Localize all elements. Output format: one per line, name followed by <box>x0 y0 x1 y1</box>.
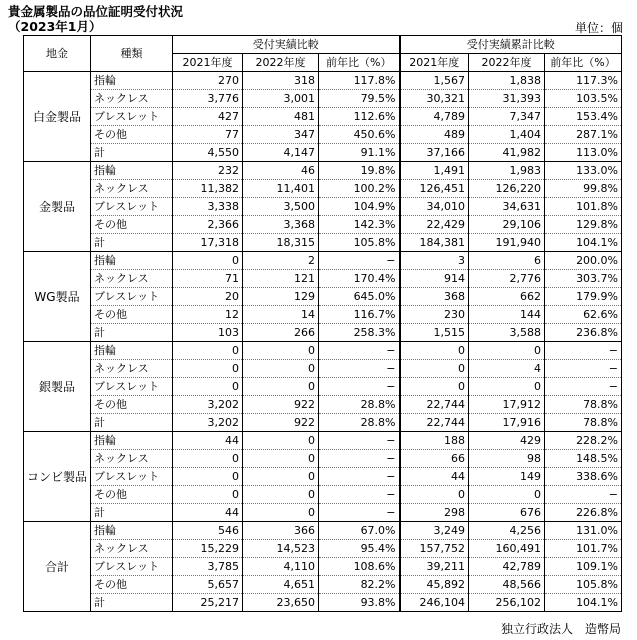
cumulative-2022-cell: 1,404 <box>469 126 545 144</box>
cumulative-2022-cell: 17,912 <box>469 396 545 414</box>
type-cell: 指輪 <box>91 342 173 360</box>
cumulative-ratio-cell: 101.7% <box>545 540 622 558</box>
page-title: 貴金属製品の品位証明受付状況 <box>8 4 184 19</box>
cumulative-2022-cell: 41,982 <box>469 144 545 162</box>
cumulative-2021-cell: 22,744 <box>400 414 469 432</box>
monthly-ratio-cell: − <box>319 450 400 468</box>
table-row <box>24 108 622 126</box>
cumulative-2022-cell: 31,393 <box>469 90 545 108</box>
cumulative-ratio-cell: 228.2% <box>545 432 622 450</box>
type-cell: 計 <box>91 504 173 522</box>
cumulative-2022-cell: 429 <box>469 432 545 450</box>
monthly-2022-cell: 0 <box>243 468 319 486</box>
table-row <box>24 342 622 360</box>
type-cell: 指輪 <box>91 72 173 90</box>
monthly-2021-cell: 546 <box>173 522 243 540</box>
cumulative-2021-cell: 246,104 <box>400 594 469 612</box>
table-row <box>24 432 622 450</box>
table-row <box>24 144 622 162</box>
table-row <box>24 378 622 396</box>
cumulative-2022-cell: 34,631 <box>469 198 545 216</box>
monthly-ratio-cell: 105.8% <box>319 234 400 252</box>
monthly-2021-cell: 3,785 <box>173 558 243 576</box>
monthly-ratio-cell: − <box>319 252 400 270</box>
monthly-2021-cell: 77 <box>173 126 243 144</box>
monthly-2022-cell: 0 <box>243 504 319 522</box>
monthly-2021-cell: 3,338 <box>173 198 243 216</box>
type-cell: 計 <box>91 144 173 162</box>
cumulative-2022-cell: 191,940 <box>469 234 545 252</box>
monthly-2021-cell: 71 <box>173 270 243 288</box>
cumulative-ratio-cell: 287.1% <box>545 126 622 144</box>
cumulative-ratio-cell: 62.6% <box>545 306 622 324</box>
header-cumulative-2021: 2021年度 <box>400 54 469 72</box>
monthly-2021-cell: 0 <box>173 360 243 378</box>
monthly-2022-cell: 481 <box>243 108 319 126</box>
cumulative-2021-cell: 157,752 <box>400 540 469 558</box>
cumulative-2022-cell: 256,102 <box>469 594 545 612</box>
monthly-ratio-cell: 95.4% <box>319 540 400 558</box>
cumulative-2021-cell: 1,567 <box>400 72 469 90</box>
unit-label: 単位：個 <box>574 21 623 35</box>
monthly-2022-cell: 0 <box>243 432 319 450</box>
monthly-2022-cell: 46 <box>243 162 319 180</box>
cumulative-2022-cell: 160,491 <box>469 540 545 558</box>
cumulative-ratio-cell: 78.8% <box>545 396 622 414</box>
table-row <box>24 216 622 234</box>
type-cell: 計 <box>91 414 173 432</box>
table-row <box>24 72 622 90</box>
cumulative-2022-cell: 149 <box>469 468 545 486</box>
table-row <box>24 90 622 108</box>
monthly-2022-cell: 347 <box>243 126 319 144</box>
cumulative-2022-cell: 42,789 <box>469 558 545 576</box>
monthly-2022-cell: 121 <box>243 270 319 288</box>
monthly-2021-cell: 4,550 <box>173 144 243 162</box>
cumulative-2022-cell: 0 <box>469 486 545 504</box>
table-row <box>24 288 622 306</box>
cumulative-2021-cell: 188 <box>400 432 469 450</box>
monthly-2021-cell: 0 <box>173 252 243 270</box>
monthly-ratio-cell: 91.1% <box>319 144 400 162</box>
monthly-2022-cell: 3,368 <box>243 216 319 234</box>
cumulative-2021-cell: 66 <box>400 450 469 468</box>
table-row <box>24 324 622 342</box>
type-cell: その他 <box>91 216 173 234</box>
monthly-ratio-cell: − <box>319 468 400 486</box>
monthly-2021-cell: 270 <box>173 72 243 90</box>
monthly-2022-cell: 23,650 <box>243 594 319 612</box>
cumulative-ratio-cell: 179.9% <box>545 288 622 306</box>
monthly-2021-cell: 15,229 <box>173 540 243 558</box>
cumulative-2022-cell: 662 <box>469 288 545 306</box>
table-row <box>24 414 622 432</box>
cumulative-2022-cell: 1,983 <box>469 162 545 180</box>
cumulative-2022-cell: 0 <box>469 378 545 396</box>
period-label: （2023年1月） <box>8 19 102 34</box>
cumulative-ratio-cell: 226.8% <box>545 504 622 522</box>
cumulative-ratio-cell: 117.3% <box>545 72 622 90</box>
cumulative-ratio-cell: 78.8% <box>545 414 622 432</box>
monthly-2022-cell: 2 <box>243 252 319 270</box>
cumulative-2021-cell: 126,451 <box>400 180 469 198</box>
monthly-2022-cell: 922 <box>243 396 319 414</box>
monthly-ratio-cell: − <box>319 378 400 396</box>
cumulative-2021-cell: 0 <box>400 378 469 396</box>
cumulative-ratio-cell: 104.1% <box>545 594 622 612</box>
monthly-ratio-cell: 67.0% <box>319 522 400 540</box>
cumulative-2021-cell: 230 <box>400 306 469 324</box>
cumulative-2022-cell: 144 <box>469 306 545 324</box>
type-cell: その他 <box>91 126 173 144</box>
monthly-2021-cell: 0 <box>173 468 243 486</box>
monthly-2021-cell: 12 <box>173 306 243 324</box>
monthly-ratio-cell: 170.4% <box>319 270 400 288</box>
cumulative-2021-cell: 1,491 <box>400 162 469 180</box>
header-cumulative-group: 受付実績累計比較 <box>400 36 622 54</box>
metal-label: 銀製品 <box>24 342 91 432</box>
monthly-2021-cell: 3,202 <box>173 414 243 432</box>
cumulative-ratio-cell: 105.8% <box>545 576 622 594</box>
cumulative-ratio-cell: 133.0% <box>545 162 622 180</box>
monthly-2021-cell: 3,202 <box>173 396 243 414</box>
header-region: 地金 <box>24 36 91 72</box>
monthly-2022-cell: 14,523 <box>243 540 319 558</box>
metal-label: 白金製品 <box>24 72 91 162</box>
cumulative-2021-cell: 34,010 <box>400 198 469 216</box>
type-cell: その他 <box>91 486 173 504</box>
metal-label: コンビ製品 <box>24 432 91 522</box>
cumulative-2022-cell: 6 <box>469 252 545 270</box>
header-monthly-group: 受付実績比較 <box>173 36 400 54</box>
type-cell: 指輪 <box>91 252 173 270</box>
table-row <box>24 234 622 252</box>
cumulative-2021-cell: 30,321 <box>400 90 469 108</box>
table-row <box>24 522 622 540</box>
table-row <box>24 594 622 612</box>
type-cell: その他 <box>91 576 173 594</box>
type-cell: ネックレス <box>91 360 173 378</box>
type-cell: ブレスレット <box>91 108 173 126</box>
type-cell: その他 <box>91 306 173 324</box>
type-cell: 指輪 <box>91 162 173 180</box>
monthly-2021-cell: 44 <box>173 504 243 522</box>
monthly-2022-cell: 366 <box>243 522 319 540</box>
type-cell: ブレスレット <box>91 468 173 486</box>
monthly-ratio-cell: − <box>319 486 400 504</box>
type-cell: 計 <box>91 234 173 252</box>
monthly-2022-cell: 0 <box>243 486 319 504</box>
monthly-ratio-cell: 79.5% <box>319 90 400 108</box>
cumulative-2022-cell: 126,220 <box>469 180 545 198</box>
cumulative-2022-cell: 3,588 <box>469 324 545 342</box>
table-row <box>24 306 622 324</box>
cumulative-ratio-cell: 338.6% <box>545 468 622 486</box>
cumulative-ratio-cell: 131.0% <box>545 522 622 540</box>
monthly-ratio-cell: 108.6% <box>319 558 400 576</box>
cumulative-2021-cell: 37,166 <box>400 144 469 162</box>
cumulative-ratio-cell: 200.0% <box>545 252 622 270</box>
cumulative-2021-cell: 3,249 <box>400 522 469 540</box>
cumulative-ratio-cell: 104.1% <box>545 234 622 252</box>
cumulative-2021-cell: 489 <box>400 126 469 144</box>
monthly-2022-cell: 266 <box>243 324 319 342</box>
type-cell: ブレスレット <box>91 558 173 576</box>
cumulative-ratio-cell: 101.8% <box>545 198 622 216</box>
cumulative-2021-cell: 22,744 <box>400 396 469 414</box>
monthly-2021-cell: 17,318 <box>173 234 243 252</box>
monthly-2022-cell: 0 <box>243 450 319 468</box>
cumulative-2021-cell: 914 <box>400 270 469 288</box>
header-monthly-ratio: 前年比（%） <box>319 54 400 72</box>
cumulative-2022-cell: 2,776 <box>469 270 545 288</box>
monthly-2022-cell: 0 <box>243 360 319 378</box>
cumulative-ratio-cell: − <box>545 378 622 396</box>
monthly-2021-cell: 0 <box>173 342 243 360</box>
monthly-2022-cell: 0 <box>243 342 319 360</box>
monthly-2022-cell: 3,500 <box>243 198 319 216</box>
monthly-ratio-cell: 450.6% <box>319 126 400 144</box>
cumulative-2021-cell: 298 <box>400 504 469 522</box>
monthly-ratio-cell: 19.8% <box>319 162 400 180</box>
cumulative-ratio-cell: − <box>545 486 622 504</box>
cumulative-2021-cell: 45,892 <box>400 576 469 594</box>
monthly-2021-cell: 11,382 <box>173 180 243 198</box>
cumulative-ratio-cell: 109.1% <box>545 558 622 576</box>
cumulative-2022-cell: 1,838 <box>469 72 545 90</box>
cumulative-2022-cell: 4,256 <box>469 522 545 540</box>
monthly-2021-cell: 25,217 <box>173 594 243 612</box>
monthly-ratio-cell: 116.7% <box>319 306 400 324</box>
cumulative-ratio-cell: − <box>545 360 622 378</box>
metal-label: 金製品 <box>24 162 91 252</box>
cumulative-2021-cell: 4,789 <box>400 108 469 126</box>
type-cell: ブレスレット <box>91 378 173 396</box>
header-monthly-2022: 2022年度 <box>243 54 319 72</box>
cumulative-2021-cell: 0 <box>400 486 469 504</box>
metal-label: 合計 <box>24 522 91 612</box>
cumulative-2022-cell: 676 <box>469 504 545 522</box>
type-cell: ネックレス <box>91 450 173 468</box>
monthly-ratio-cell: 117.8% <box>319 72 400 90</box>
cumulative-ratio-cell: 148.5% <box>545 450 622 468</box>
cumulative-2021-cell: 368 <box>400 288 469 306</box>
monthly-2021-cell: 5,657 <box>173 576 243 594</box>
monthly-ratio-cell: 93.8% <box>319 594 400 612</box>
table-row <box>24 540 622 558</box>
monthly-2021-cell: 427 <box>173 108 243 126</box>
monthly-ratio-cell: 100.2% <box>319 180 400 198</box>
table-row <box>24 468 622 486</box>
monthly-2021-cell: 0 <box>173 378 243 396</box>
monthly-ratio-cell: − <box>319 360 400 378</box>
table-row <box>24 396 622 414</box>
cumulative-2022-cell: 0 <box>469 342 545 360</box>
type-cell: ネックレス <box>91 180 173 198</box>
table-row <box>24 126 622 144</box>
cumulative-ratio-cell: 99.8% <box>545 180 622 198</box>
monthly-2021-cell: 44 <box>173 432 243 450</box>
cumulative-2021-cell: 1,515 <box>400 324 469 342</box>
monthly-2022-cell: 0 <box>243 378 319 396</box>
cumulative-ratio-cell: 103.5% <box>545 90 622 108</box>
cumulative-2022-cell: 17,916 <box>469 414 545 432</box>
type-cell: ブレスレット <box>91 288 173 306</box>
table-row <box>24 198 622 216</box>
table-row <box>24 576 622 594</box>
type-cell: 計 <box>91 324 173 342</box>
monthly-2022-cell: 3,001 <box>243 90 319 108</box>
table-row <box>24 360 622 378</box>
monthly-2021-cell: 0 <box>173 450 243 468</box>
monthly-2021-cell: 103 <box>173 324 243 342</box>
cumulative-2022-cell: 98 <box>469 450 545 468</box>
type-cell: ブレスレット <box>91 198 173 216</box>
monthly-2022-cell: 14 <box>243 306 319 324</box>
cumulative-ratio-cell: 153.4% <box>545 108 622 126</box>
type-cell: 計 <box>91 594 173 612</box>
table-row <box>24 450 622 468</box>
table-row <box>24 486 622 504</box>
cumulative-ratio-cell: − <box>545 342 622 360</box>
table-row <box>24 270 622 288</box>
monthly-ratio-cell: 112.6% <box>319 108 400 126</box>
monthly-2022-cell: 318 <box>243 72 319 90</box>
type-cell: ネックレス <box>91 270 173 288</box>
monthly-2021-cell: 2,366 <box>173 216 243 234</box>
monthly-ratio-cell: 258.3% <box>319 324 400 342</box>
monthly-2022-cell: 18,315 <box>243 234 319 252</box>
cumulative-2021-cell: 39,211 <box>400 558 469 576</box>
metal-label: WG製品 <box>24 252 91 342</box>
monthly-2022-cell: 11,401 <box>243 180 319 198</box>
monthly-ratio-cell: 28.8% <box>319 414 400 432</box>
cumulative-ratio-cell: 113.0% <box>545 144 622 162</box>
cumulative-2022-cell: 7,347 <box>469 108 545 126</box>
type-cell: その他 <box>91 396 173 414</box>
monthly-ratio-cell: − <box>319 432 400 450</box>
cumulative-2021-cell: 0 <box>400 342 469 360</box>
monthly-ratio-cell: − <box>319 504 400 522</box>
cumulative-2022-cell: 4 <box>469 360 545 378</box>
monthly-2021-cell: 232 <box>173 162 243 180</box>
monthly-ratio-cell: − <box>319 342 400 360</box>
cumulative-2021-cell: 3 <box>400 252 469 270</box>
cumulative-2022-cell: 48,566 <box>469 576 545 594</box>
certification-table <box>23 35 622 612</box>
header-type: 種類 <box>91 36 173 72</box>
cumulative-ratio-cell: 303.7% <box>545 270 622 288</box>
cumulative-ratio-cell: 129.8% <box>545 216 622 234</box>
type-cell: ネックレス <box>91 90 173 108</box>
monthly-ratio-cell: 645.0% <box>319 288 400 306</box>
issuer-label: 独立行政法人 造幣局 <box>500 622 621 636</box>
monthly-2022-cell: 922 <box>243 414 319 432</box>
header-cumulative-2022: 2022年度 <box>469 54 545 72</box>
cumulative-2021-cell: 184,381 <box>400 234 469 252</box>
table-body <box>24 72 622 612</box>
monthly-2022-cell: 4,651 <box>243 576 319 594</box>
monthly-ratio-cell: 142.3% <box>319 216 400 234</box>
table-row <box>24 558 622 576</box>
monthly-2022-cell: 4,147 <box>243 144 319 162</box>
monthly-2021-cell: 20 <box>173 288 243 306</box>
cumulative-2021-cell: 44 <box>400 468 469 486</box>
cumulative-2022-cell: 29,106 <box>469 216 545 234</box>
table-row <box>24 252 622 270</box>
monthly-2022-cell: 4,110 <box>243 558 319 576</box>
monthly-ratio-cell: 28.8% <box>319 396 400 414</box>
header-cumulative-ratio: 前年比（%） <box>545 54 622 72</box>
table-row <box>24 180 622 198</box>
monthly-ratio-cell: 82.2% <box>319 576 400 594</box>
type-cell: 指輪 <box>91 522 173 540</box>
table-row <box>24 504 622 522</box>
cumulative-2021-cell: 0 <box>400 360 469 378</box>
type-cell: ネックレス <box>91 540 173 558</box>
monthly-2021-cell: 3,776 <box>173 90 243 108</box>
cumulative-2021-cell: 22,429 <box>400 216 469 234</box>
header-monthly-2021: 2021年度 <box>173 54 243 72</box>
monthly-ratio-cell: 104.9% <box>319 198 400 216</box>
type-cell: 指輪 <box>91 432 173 450</box>
monthly-2022-cell: 129 <box>243 288 319 306</box>
cumulative-ratio-cell: 236.8% <box>545 324 622 342</box>
monthly-2021-cell: 0 <box>173 486 243 504</box>
table-row <box>24 162 622 180</box>
